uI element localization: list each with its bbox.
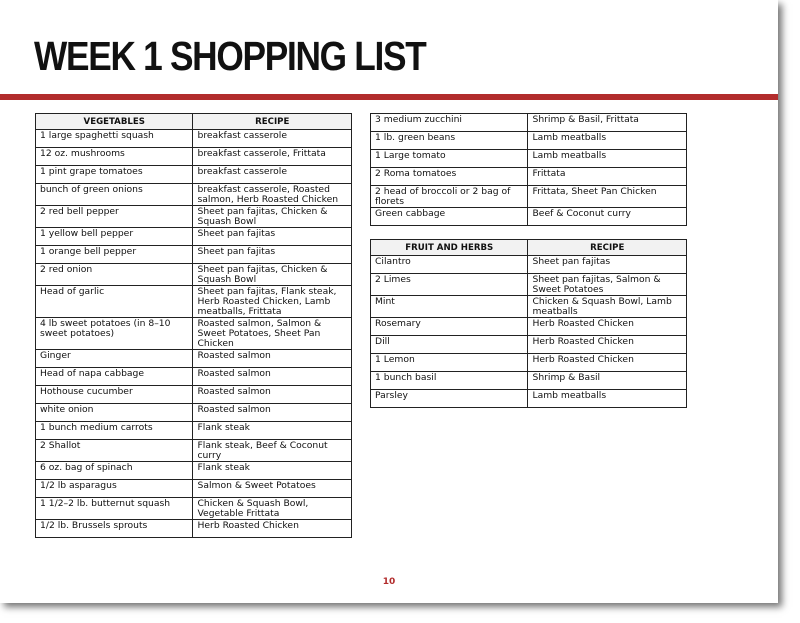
table-row [371,114,687,132]
recipe-cell: Herb Roasted Chicken [528,336,687,354]
table-row [371,186,687,208]
table-row [36,206,352,228]
item-cell: 1 bunch medium carrots [36,422,193,440]
table-row [36,130,352,148]
item-cell: 1 bunch basil [371,372,528,390]
item-cell: 2 Shallot [36,440,193,462]
table-row [36,520,352,538]
table-row [36,318,352,350]
item-cell: 1 large spaghetti squash [36,130,193,148]
recipe-cell: Sheet pan fajitas [193,246,352,264]
item-cell: 1 Lemon [371,354,528,372]
table-row [371,132,687,150]
item-cell: white onion [36,404,193,422]
recipe-cell: Chicken & Squash Bowl, Lamb meatballs [528,296,687,318]
recipe-cell: Sheet pan fajitas, Chicken & Squash Bowl [193,206,352,228]
recipe-cell: Flank steak [193,422,352,440]
table-row [371,208,687,226]
table-row [371,354,687,372]
recipe-cell: Flank steak, Beef & Coconut curry [193,440,352,462]
recipe-cell: breakfast casserole [193,130,352,148]
item-cell: 1/2 lb asparagus [36,480,193,498]
item-cell: 1 orange bell pepper [36,246,193,264]
item-cell: 2 red bell pepper [36,206,193,228]
table-row [36,386,352,404]
item-cell: Ginger [36,350,193,368]
table-row [371,256,687,274]
vegetables-continued-body [371,114,687,226]
vegetables-table [35,113,352,538]
recipe-cell: Frittata [528,168,687,186]
item-cell: Parsley [371,390,528,408]
table-row [371,390,687,408]
item-cell: bunch of green onions [36,184,193,206]
recipe-cell: Salmon & Sweet Potatoes [193,480,352,498]
recipe-cell: Roasted salmon, Salmon & Sweet Potatoes, Sheet Pan Chicken [193,318,352,350]
table-row [36,350,352,368]
table-row [371,318,687,336]
recipe-cell: Sheet pan fajitas, Flank steak, Herb Roasted Chicken, Lamb meatballs, Frittata [193,286,352,318]
page-number: 10 [382,577,396,587]
item-cell: 1/2 lb. Brussels sprouts [36,520,193,538]
recipe-cell: Herb Roasted Chicken [193,520,352,538]
table-header-row [36,114,352,130]
table-row [36,166,352,184]
item-cell: Head of napa cabbage [36,368,193,386]
vegetables-table-continued [370,113,687,226]
vegetables-table-body [36,130,352,538]
item-cell: Mint [371,296,528,318]
recipe-cell: Roasted salmon [193,350,352,368]
recipe-cell: Roasted salmon [193,404,352,422]
recipe-cell: Shrimp & Basil [528,372,687,390]
table-row [371,296,687,318]
table-row [36,246,352,264]
table-header-row [371,240,687,256]
table-row [371,372,687,390]
item-cell: 1 1/2–2 lb. butternut squash [36,498,193,520]
recipe-cell: Roasted salmon [193,386,352,404]
table-row [371,150,687,168]
recipe-cell: breakfast casserole [193,166,352,184]
item-cell: 2 Roma tomatoes [371,168,528,186]
column-header-item: FRUIT AND HERBS [371,240,528,256]
item-cell: 1 yellow bell pepper [36,228,193,246]
table-row [36,480,352,498]
item-cell: Hothouse cucumber [36,386,193,404]
table-row [371,274,687,296]
item-cell: Cilantro [371,256,528,274]
table-row [36,286,352,318]
column-header-recipe: RECIPE [193,114,352,130]
item-cell: 2 head of broccoli or 2 bag of florets [371,186,528,208]
header-divider [0,94,778,100]
table-row [36,368,352,386]
table-row [36,462,352,480]
table-row [36,404,352,422]
recipe-cell: Roasted salmon [193,368,352,386]
recipe-cell: breakfast casserole, Roasted salmon, Herb Roasted Chicken [193,184,352,206]
recipe-cell: Sheet pan fajitas [193,228,352,246]
column-header-recipe: RECIPE [528,240,687,256]
table-row [36,184,352,206]
table-row [36,440,352,462]
table-row [36,264,352,286]
recipe-cell: Frittata, Sheet Pan Chicken [528,186,687,208]
recipe-cell: Sheet pan fajitas, Chicken & Squash Bowl [193,264,352,286]
recipe-cell: breakfast casserole, Frittata [193,148,352,166]
item-cell: 12 oz. mushrooms [36,148,193,166]
item-cell: Rosemary [371,318,528,336]
recipe-cell: Flank steak [193,462,352,480]
item-cell: 2 Limes [371,274,528,296]
recipe-cell: Herb Roasted Chicken [528,318,687,336]
table-row [36,422,352,440]
recipe-cell: Herb Roasted Chicken [528,354,687,372]
table-row [371,168,687,186]
recipe-cell: Beef & Coconut curry [528,208,687,226]
table-row [36,228,352,246]
fruit-herbs-table [370,239,687,408]
item-cell: 1 lb. green beans [371,132,528,150]
header-band [0,0,778,94]
item-cell: Head of garlic [36,286,193,318]
item-cell: 6 oz. bag of spinach [36,462,193,480]
recipe-cell: Lamb meatballs [528,132,687,150]
item-cell: Green cabbage [371,208,528,226]
item-cell: Dill [371,336,528,354]
item-cell: 4 lb sweet potatoes (in 8–10 sweet potatoes) [36,318,193,350]
fruit-herbs-table-body [371,256,687,408]
recipe-cell: Sheet pan fajitas, Salmon & Sweet Potatoes [528,274,687,296]
table-row [36,148,352,166]
item-cell: 2 red onion [36,264,193,286]
item-cell: 3 medium zucchini [371,114,528,132]
table-row [36,498,352,520]
recipe-cell: Shrimp & Basil, Frittata [528,114,687,132]
recipe-cell: Sheet pan fajitas [528,256,687,274]
recipe-cell: Chicken & Squash Bowl, Vegetable Frittata [193,498,352,520]
recipe-cell: Lamb meatballs [528,390,687,408]
item-cell: 1 Large tomato [371,150,528,168]
recipe-cell: Lamb meatballs [528,150,687,168]
table-row [371,336,687,354]
column-header-item: VEGETABLES [36,114,193,130]
page-title: WEEK 1 SHOPPING LIST [34,33,426,79]
item-cell: 1 pint grape tomatoes [36,166,193,184]
